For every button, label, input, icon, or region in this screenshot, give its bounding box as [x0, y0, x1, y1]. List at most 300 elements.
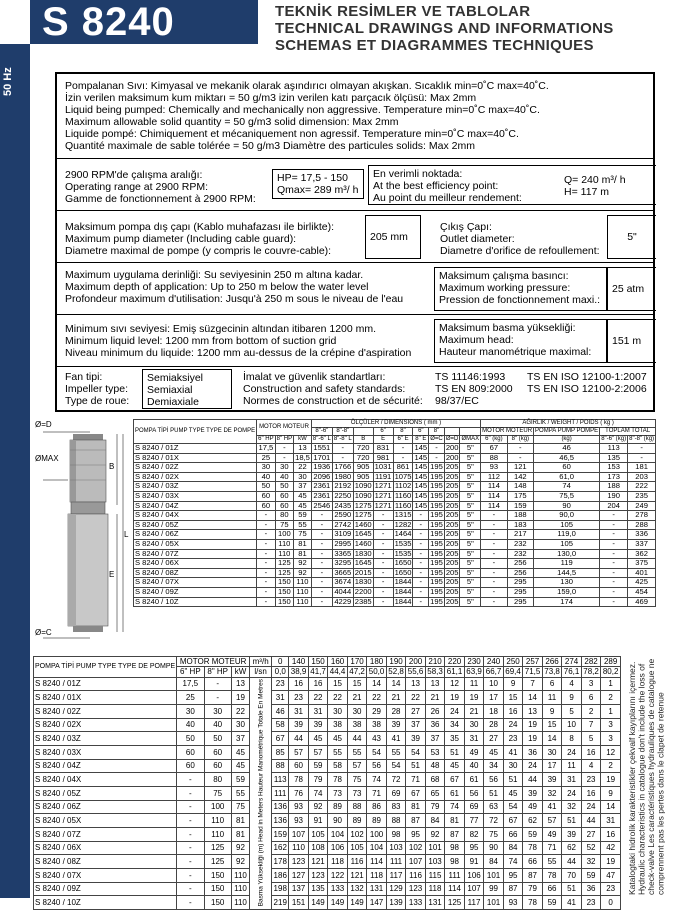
type-label: Type de roue:: [65, 395, 130, 407]
head-cell: 59: [581, 869, 601, 883]
head-cell: 45: [484, 746, 504, 760]
head-cell: 11: [562, 759, 582, 773]
head-cell: 104: [328, 828, 348, 842]
head-cell: 103: [425, 855, 445, 869]
head-cell: 118: [425, 882, 445, 896]
motor-cell: 25: [177, 691, 204, 705]
head-cell: 92: [425, 828, 445, 842]
dim-cell: 50: [275, 482, 293, 492]
head-cell: 19: [464, 691, 484, 705]
dim-cell: -: [332, 453, 353, 463]
pump-type-cell: S 8240 / 05Z: [34, 787, 177, 801]
pump-type-cell: S 8240 / 05Z: [134, 520, 257, 530]
dim-cell: -: [413, 539, 429, 549]
pump-type-cell: S 8240 / 06X: [134, 559, 257, 569]
head-cell: 27: [581, 828, 601, 842]
dim-cell: -: [413, 559, 429, 569]
dim-cell: -: [373, 539, 393, 549]
dim-cell: 145: [414, 481, 428, 491]
head-cell: 53: [425, 746, 445, 760]
motor-cell: -: [177, 882, 204, 896]
type-label: Fan tipi:: [65, 371, 103, 383]
head-cell: 61: [445, 787, 465, 801]
dim-cell: 45: [294, 501, 312, 511]
dim-cell: 3365: [332, 549, 353, 559]
dim-cell: -: [628, 453, 656, 463]
head-cell: 95: [464, 841, 484, 855]
head-cell: 10: [562, 718, 582, 732]
head-cell: 36: [581, 882, 601, 896]
dim-cell: 195: [430, 529, 443, 539]
performance-table: [33, 656, 621, 910]
dim-cell: -: [413, 549, 429, 559]
pump-type-cell: S 8240 / 10Z: [134, 597, 257, 607]
motor-cell: 60: [204, 759, 231, 773]
dim-subheader: 8" E: [413, 436, 429, 444]
head-cell: 129: [386, 882, 406, 896]
dim-cell: 1650: [394, 567, 412, 577]
head-cell: 131: [425, 896, 445, 910]
head-cell: 132: [347, 882, 367, 896]
dim-cell: 5": [460, 530, 481, 540]
dim-cell: 2361: [311, 491, 332, 501]
dim-cell: -: [413, 578, 429, 588]
dim-cell: 205: [445, 471, 459, 481]
dim-cell: 205: [445, 538, 459, 548]
head-cell: 107: [289, 828, 309, 842]
head-label: Maximum head:: [439, 334, 514, 346]
head-cell: 66: [503, 828, 523, 842]
pump-type-cell: S 8240 / 08Z: [34, 855, 177, 869]
motor-cell: 45: [231, 759, 249, 773]
dim-cell: 13: [294, 444, 312, 454]
head-cell: 6: [542, 677, 562, 691]
head-cell: 38: [347, 718, 367, 732]
dim-cell: 2546: [311, 501, 332, 511]
pump-type-cell: S 8240 / 01X: [134, 453, 257, 463]
dim-cell: 4044: [332, 587, 353, 597]
depth-label: Maximum uygulama derinliği: Su seviyesinin 250 m altına kadar.: [65, 269, 364, 281]
flow-ls: 69,4: [505, 667, 521, 677]
head-cell: 44: [581, 814, 601, 828]
head-cell: 137: [289, 882, 309, 896]
dim-cell: 195: [430, 490, 443, 500]
perf-row: [34, 814, 621, 828]
col-l86: 8"-6": [311, 428, 332, 436]
dim-cell: -: [481, 549, 507, 559]
head-cell: 34: [484, 759, 504, 773]
dim-cell: 375: [628, 559, 656, 569]
head-cell: 149: [308, 896, 328, 910]
liquid-line: Liquid being pumped: Chemically and mechanically non aggressive. Temperature min=0˚C max=40˚C.: [65, 104, 540, 116]
range-hp: HP= 17,5 - 150: [277, 172, 348, 184]
head-cell: 100: [367, 828, 387, 842]
head-cell: 16: [581, 746, 601, 760]
dim-cell: -: [429, 453, 445, 463]
diam-label: Diametre maximal de pompe (y compris le couvre-cable):: [65, 245, 332, 257]
motor-cell: 150: [204, 896, 231, 910]
dim-cell: -: [311, 530, 332, 540]
dim-cell: 205: [445, 490, 459, 500]
dim-cell: -: [600, 587, 628, 597]
dim-cell: 150: [275, 597, 293, 607]
dim-cell: -: [481, 520, 507, 530]
pump-type-cell: S 8240 / 10Z: [34, 896, 177, 910]
dim-cell: 205: [445, 558, 459, 568]
dim-cell: -: [481, 578, 507, 588]
dim-cell: 188: [507, 511, 533, 521]
perf-row: [34, 828, 621, 842]
motor-cell: -: [177, 869, 204, 883]
head-cell: 110: [289, 841, 309, 855]
dim-cell: 905: [353, 463, 373, 473]
dim-cell: 1844: [394, 596, 412, 606]
dim-cell: 159,0: [534, 587, 600, 597]
dim-cell: 159: [507, 501, 533, 511]
motor-cell: 125: [204, 841, 231, 855]
dim-subheader: Ø=C: [430, 436, 443, 442]
dim-cell: 110: [275, 549, 293, 559]
dim-cell: -: [275, 453, 293, 463]
dim-cell: -: [413, 530, 429, 540]
dim-cell: -: [311, 520, 332, 530]
head-cell: 93: [289, 800, 309, 814]
head-cell: 15: [503, 691, 523, 705]
flow-ls: 78,2: [583, 667, 599, 677]
dim-cell: -: [311, 568, 332, 578]
head-cell: 32: [581, 855, 601, 869]
head-cell: 114: [445, 882, 465, 896]
head-cell: 38: [367, 718, 387, 732]
head-cell: 62: [562, 841, 582, 855]
head-cell: 79: [523, 882, 543, 896]
std-value: 98/37/EC: [435, 395, 479, 407]
dim-cell: 295: [507, 587, 533, 597]
head-cell: 88: [386, 814, 406, 828]
dim-cell: -: [311, 559, 332, 569]
motor-cell: 81: [231, 814, 249, 828]
dim-cell: -: [507, 444, 533, 454]
dim-cell: 981: [373, 453, 393, 463]
motor-cell: -: [177, 800, 204, 814]
dim-cell: 425: [628, 578, 656, 588]
dim-cell: 205: [445, 567, 459, 577]
motor-cell: 75: [231, 800, 249, 814]
head-axis-label: Basma Yüksekliği (m) Head in Meters Hauteur Manométrique Totale En Metres: [250, 677, 272, 909]
head-cell: 79: [308, 773, 328, 787]
dim-cell: 1645: [354, 558, 372, 568]
outlet-label: Çıkış Çapı:: [440, 221, 492, 233]
head-cell: 74: [445, 800, 465, 814]
head-cell: 111: [445, 869, 465, 883]
perf-type-header: POMPA TİPİ PUMP TYPE TYPE DE POMPE: [34, 657, 177, 678]
motor-cell: 110: [231, 869, 249, 883]
motor-cell: 75: [204, 787, 231, 801]
dim-cell: 92: [294, 568, 312, 578]
motor-cell: 125: [204, 855, 231, 869]
dim-cell: 75: [275, 520, 293, 530]
motor-cell: 92: [231, 841, 249, 855]
motor-cell: 40: [204, 718, 231, 732]
dim-cell: 59: [294, 511, 312, 521]
flow-m3h: 250: [503, 657, 523, 667]
col-type-header: POMPA TİPİ PUMP TYPE TYPE DE POMPE: [134, 420, 257, 444]
head-cell: 35: [445, 732, 465, 746]
dim-cell: 92: [294, 559, 312, 569]
dim-cell: -: [429, 444, 445, 454]
head-cell: 18: [484, 705, 504, 719]
dim-cell: 125: [275, 568, 293, 578]
eff-q: Q= 240 m³/ h: [564, 174, 626, 186]
motor-cell: 110: [231, 896, 249, 910]
dim-cell: 190: [600, 491, 628, 501]
head-cell: 31: [562, 773, 582, 787]
dim-cell: 119: [534, 559, 600, 569]
head-cell: 106: [464, 869, 484, 883]
dim-cell: 1275: [354, 510, 372, 520]
head-cell: 78: [542, 869, 562, 883]
dim-cell: 105: [534, 520, 600, 530]
head-cell: 89: [328, 800, 348, 814]
head-cell: 19: [523, 732, 543, 746]
head-cell: 14: [367, 677, 387, 691]
head-cell: 44: [562, 855, 582, 869]
dim-row: [134, 530, 656, 540]
head-cell: 102: [347, 828, 367, 842]
dim-cell: 114: [481, 491, 507, 501]
head-cell: 102: [406, 841, 426, 855]
dim-cell: 148: [507, 482, 533, 492]
efficiency-box: [368, 165, 656, 205]
head-cell: 30: [464, 718, 484, 732]
col-e6: 6": [373, 428, 393, 436]
flow-ls: 63,9: [466, 667, 482, 677]
head-cell: 37: [406, 718, 426, 732]
motor-cell: 110: [204, 814, 231, 828]
head-cell: 24: [562, 787, 582, 801]
dim-cell: 205: [445, 510, 459, 520]
dim-cell: 5": [460, 491, 481, 501]
head-cell: 30: [328, 705, 348, 719]
dim-cell: 60: [275, 501, 293, 511]
motor-cell: 59: [231, 773, 249, 787]
dim-cell: -: [257, 559, 275, 569]
head-cell: 34: [445, 718, 465, 732]
liquid-line: Pompalanan Sıvı: Kimyasal ve mekanik olarak aşındırıcı olmayan akışkan. Sıcaklık min=0˚C max=40˚C.: [65, 80, 549, 92]
head-cell: 36: [523, 746, 543, 760]
head-cell: 78: [289, 773, 309, 787]
dim-cell: 5": [460, 472, 481, 482]
head-cell: 32: [562, 800, 582, 814]
flow-ls: 0,0: [272, 667, 289, 677]
dim-cell: 145: [414, 471, 428, 481]
head-cell: 22: [406, 691, 426, 705]
col-dims-header: ÖLÇÜLER / DIMENSIONS ( mm ): [311, 420, 480, 428]
d-bot-label: Ø=C: [35, 628, 52, 637]
flow-m3h: 220: [445, 657, 465, 667]
flow-ls: 55,6: [407, 667, 424, 677]
head-cell: 2: [601, 759, 621, 773]
motor-cell: 110: [231, 882, 249, 896]
head-cell: 16: [503, 705, 523, 719]
perf-row: [34, 869, 621, 883]
dim-cell: 205: [445, 586, 459, 596]
outlet-value: 5": [607, 215, 656, 259]
dim-cell: -: [373, 568, 393, 578]
dim-cell: 205: [445, 462, 459, 472]
pump-type-cell: S 8240 / 02Z: [34, 705, 177, 719]
head-cell: 87: [406, 814, 426, 828]
dim-cell: 1936: [311, 463, 332, 473]
head-cell: 84: [425, 814, 445, 828]
head-cell: 4: [581, 759, 601, 773]
head-cell: 51: [484, 787, 504, 801]
motor-cell: 55: [231, 787, 249, 801]
perf-hp6: 6" HP: [177, 667, 204, 677]
perf-row: [34, 732, 621, 746]
head-cell: 93: [503, 896, 523, 910]
head-cell: 52: [581, 841, 601, 855]
dim-cell: 278: [628, 511, 656, 521]
flow-m3h: 230: [464, 657, 484, 667]
head-cell: 31: [464, 732, 484, 746]
head-cell: 3: [601, 718, 621, 732]
pump-type-cell: S 8240 / 04X: [134, 511, 257, 521]
dim-cell: 5": [460, 501, 481, 511]
dim-cell: -: [600, 578, 628, 588]
dim-cell: -: [373, 559, 393, 569]
flow-m3h: 266: [542, 657, 562, 667]
head-cell: 17: [484, 691, 504, 705]
head-cell: 98: [445, 855, 465, 869]
dim-cell: 112: [481, 472, 507, 482]
dim-cell: -: [600, 597, 628, 607]
press-label: Maksimum çalışma basıncı:: [439, 270, 569, 282]
head-cell: 30: [347, 705, 367, 719]
dim-cell: 114: [481, 482, 507, 492]
head-cell: 58: [272, 718, 289, 732]
dim-cell: 55: [294, 520, 312, 530]
head-cell: 149: [328, 896, 348, 910]
dim-cell: 183: [507, 520, 533, 530]
head-cell: 51: [562, 882, 582, 896]
head-cell: 24: [503, 718, 523, 732]
head-cell: 103: [386, 841, 406, 855]
flow-m3h: 180: [367, 657, 387, 667]
head-cell: 19: [523, 718, 543, 732]
head-box: [434, 319, 607, 363]
dim-cell: -: [373, 578, 393, 588]
dim-row: [134, 453, 656, 463]
head-cell: 39: [562, 828, 582, 842]
head-cell: 45: [308, 732, 328, 746]
dim-cell: 1535: [394, 538, 412, 548]
dim-cell: 80: [275, 511, 293, 521]
dim-cell: 205: [445, 519, 459, 529]
dim-cell: 1031: [374, 462, 392, 472]
dim-cell: 5": [460, 511, 481, 521]
dim-cell: 205: [445, 577, 459, 587]
head-cell: 48: [425, 759, 445, 773]
flow-m3h: 150: [308, 657, 328, 667]
head-cell: 54: [503, 800, 523, 814]
head-cell: 16: [289, 677, 309, 691]
col-c6: 6": [413, 428, 429, 436]
pump-type-cell: S 8240 / 05X: [34, 814, 177, 828]
diam-label: Maksimum pompa dış çapı (Kablo muhafazası ile birlikte):: [65, 221, 335, 233]
head-cell: 63: [484, 800, 504, 814]
head-cell: 113: [272, 773, 289, 787]
dim-cell: -: [481, 587, 507, 597]
info-box: [55, 72, 655, 412]
type-value: Semiaxial: [147, 384, 193, 396]
head-cell: 159: [272, 828, 289, 842]
dim-row: [134, 539, 656, 549]
flow-m3h: 170: [347, 657, 367, 667]
dim-cell: 5": [460, 568, 481, 578]
flow-ls: 66,7: [485, 667, 502, 677]
pump-type-cell: S 8240 / 02X: [34, 718, 177, 732]
dim-cell: 861: [393, 463, 413, 473]
head-cell: 9: [601, 787, 621, 801]
head-label: Hauteur manométrique maximal:: [439, 346, 592, 358]
dim-cell: 81: [294, 539, 312, 549]
head-cell: 42: [601, 841, 621, 855]
motor-cell: 45: [231, 746, 249, 760]
head-cell: 71: [406, 773, 426, 787]
head-cell: 13: [406, 677, 426, 691]
dim-row: [134, 559, 656, 569]
dim-cell: 1271: [374, 481, 392, 491]
head-cell: 14: [523, 691, 543, 705]
dim-cell: 135: [600, 453, 628, 463]
dim-cell: 5": [460, 587, 481, 597]
liquid-line: Liquide pompé: Chimiquement et mécaniquement non agressif. Temperature min=0˚C max=40˚C.: [65, 128, 519, 140]
range-qmax: Qmax= 289 m³/ h: [277, 184, 359, 196]
motor-cell: 60: [204, 746, 231, 760]
head-cell: 54: [367, 746, 387, 760]
head-cell: 105: [308, 828, 328, 842]
dim-cell: 5": [460, 597, 481, 607]
head-cell: 93: [289, 814, 309, 828]
head-cell: 23: [503, 732, 523, 746]
flow-ls: 50,0: [368, 667, 385, 677]
dim-cell: -: [257, 520, 275, 530]
dim-cell: 40: [257, 472, 275, 482]
dim-cell: 5": [460, 453, 481, 463]
head-cell: 127: [289, 869, 309, 883]
head-cell: 3: [581, 677, 601, 691]
flow-ls: 47,2: [349, 667, 365, 677]
dim-subheader: 6" HP: [258, 436, 274, 442]
dim-cell: 1271: [374, 500, 392, 510]
head-cell: 22: [367, 691, 387, 705]
col-e8: 8": [393, 428, 413, 436]
dim-cell: -: [481, 597, 507, 607]
motor-cell: -: [204, 677, 231, 691]
head-cell: 95: [503, 869, 523, 883]
flow-m3h: 190: [386, 657, 406, 667]
head-cell: 81: [406, 800, 426, 814]
head-cell: 46: [272, 705, 289, 719]
head-cell: 116: [406, 869, 426, 883]
dim-cell: -: [413, 597, 429, 607]
head-cell: 13: [523, 705, 543, 719]
dim-cell: 195: [430, 471, 443, 481]
head-cell: 45: [445, 759, 465, 773]
motor-cell: -: [177, 841, 204, 855]
dim-cell: -: [507, 453, 533, 463]
